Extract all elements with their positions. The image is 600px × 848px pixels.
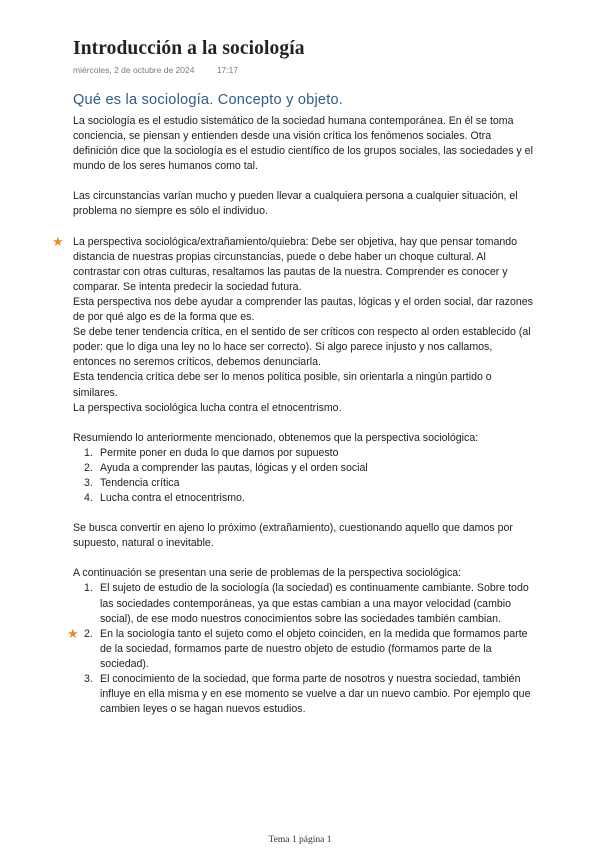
starred-paragraph [52,233,533,295]
star-icon: ★ [67,625,79,641]
page-title: Introducción a la sociología [73,38,305,59]
list-item: 3. Tendencia crítica [84,476,180,489]
list-item: ★ 2. En la sociología tanto el sujeto como el objeto coinciden, en la medida que formamos parte de la sociedad, formamos parte de nuestro objeto de estudio (formamos parte de la sociedad). [67,625,528,670]
page-footer: Tema 1 página 1 [268,835,332,845]
paragraph-perspective: La perspectiva sociológica/extrañamiento/quiebra: Debe ser objetiva, hay que pensar tomando distancia de nuestras propias circunstancias, puede o debe haber un choque cultural. Al contrastar con otras culturas, resaltamos las pautas de la nuestra. Comprender es conocer y comparar. Se intenta predecir la sociedad futura. [73,235,518,293]
paragraph-apolitical: Esta tendencia crítica debe ser lo menos política posible, sin orientarla a ningún partido o similares. [73,371,492,399]
paragraph-perspective-help: Esta perspectiva nos debe ayudar a comprender las pautas, lógicas y el orden social, dar razones de por qué algo es de la forma que es. [73,295,533,324]
paragraph-circumstances: Las circunstancias varían mucho y pueden llevar a cualquiera persona a cualquier situación, el problema no siempre es sólo el individuo. [73,190,518,218]
problems-list [67,581,533,717]
star-icon: ★ [52,233,64,249]
section-heading: Qué es la sociología. Concepto y objeto. [73,92,344,108]
list-item: 4. Lucha contra el etnocentrismo. [84,492,245,505]
problems-intro: A continuación se presentan una serie de problemas de la perspectiva sociológica: [73,567,462,580]
paragraph-definition: La sociología es el estudio sistemático de la sociedad humana contemporánea. En él se toma conciencia, se piensan y entienden desde una visión crítica los fenómenos sociales. Otra definición dice que la sociología es el estudio científico de los grupos sociales, las sociedades y el mundo de los seres humanos como tal. [73,115,533,173]
list-item: 1. El sujeto de estudio de la sociología (la sociedad) es continuamente cambiante. Sobre todo las sociedades contemporáneas, ya que estas cambian a una mayor velocidad (cambio social), de ese modo nuestros conocimientos sobre las sociedades también cambian. [84,582,529,625]
paragraph-ethnocentrism: La perspectiva sociológica lucha contra el etnocentrismo. [73,401,342,414]
list-item: 3. El conocimiento de la sociedad, que forma parte de nosotros y nuestra sociedad, también influye en ella misma y en ese momento se vuelve a dar un nuevo cambio. Por ejemplo que cambien leyes o se hagan nuevos estudios. [84,673,531,716]
list-item: 1. Permite poner en duda lo que damos por supuesto [84,446,339,459]
list-item: 2. Ayuda a comprender las pautas, lógicas y el orden social [84,461,368,474]
summary-list [73,446,533,506]
paragraph-estrangement: Se busca convertir en ajeno lo próximo (extrañamiento), cuestionando aquello que damos por supuesto, natural o inevitable. [73,522,513,550]
page-date: miércoles, 2 de octubre de 2024 [73,65,195,75]
page-time: 17:17 [216,65,239,75]
note-content [52,90,533,717]
page-timestamp [73,65,238,75]
paragraph-critical-tendency: Se debe tener tendencia crítica, en el sentido de ser críticos con respecto al orden establecido (al poder: que lo diga una ley no lo hace ser correcto). Si algo parece injusto y nos callamos, entonces no seremos críticos, debemos denunciarla. [73,326,531,369]
summary-intro: Resumiendo lo anteriormente mencionado, obtenemos que la perspectiva sociológica: [73,431,479,444]
